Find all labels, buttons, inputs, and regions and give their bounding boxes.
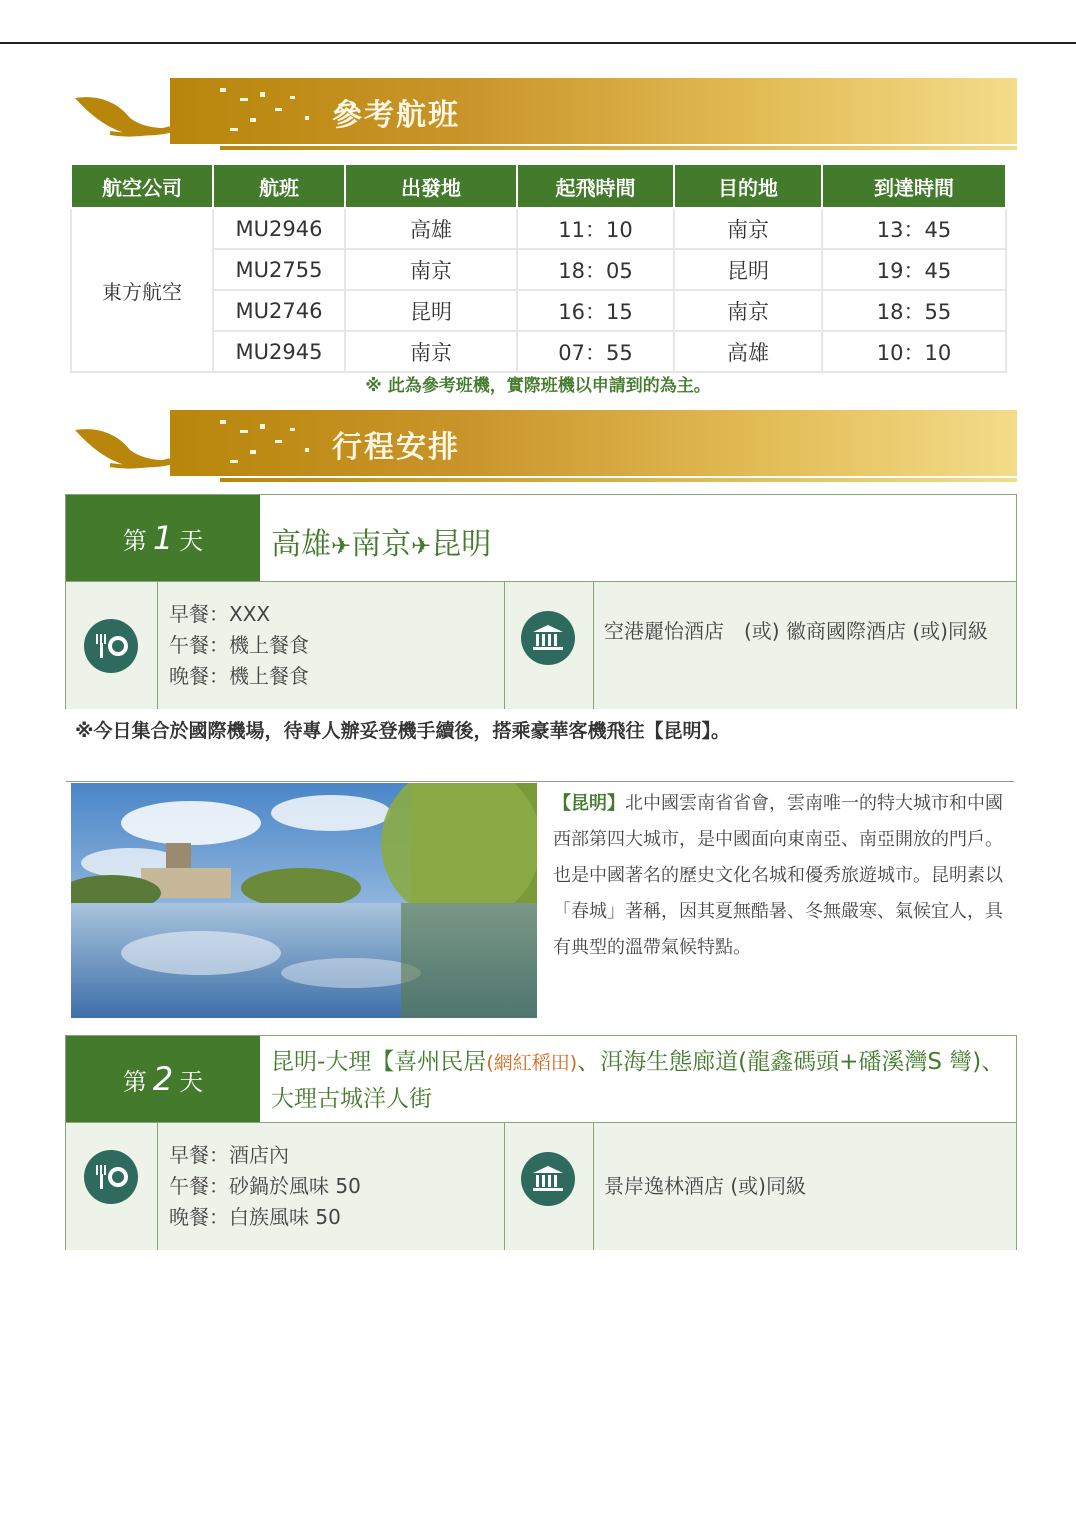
flight-cell: MU2746 <box>213 290 345 331</box>
day-suffix: 天 <box>179 526 204 555</box>
day1-details <box>66 581 1016 709</box>
kunming-lake-photo <box>71 783 537 1018</box>
dinner-text: 晚餐：機上餐食 <box>169 664 309 688</box>
flight-cell: MU2946 <box>213 208 345 249</box>
itinerary-section-banner <box>70 410 1017 482</box>
meal-icon <box>84 1150 138 1204</box>
route-text: 、洱海生態廊道(龍鑫碼頭+磻溪灣S 彎)、大理古城洋人街 <box>271 1049 1005 1112</box>
header-dep: 起飛時間 <box>517 164 674 208</box>
dinner-text: 晚餐：白族風味 50 <box>169 1205 341 1229</box>
dep-cell: 18：05 <box>517 249 674 290</box>
day1-block <box>65 494 1017 709</box>
bird-logo-icon <box>70 78 370 150</box>
arr-cell: 19：45 <box>822 249 1006 290</box>
day-prefix: 第 <box>122 526 147 555</box>
hotel-icon <box>521 1152 575 1206</box>
table-row <box>71 208 1006 249</box>
lunch-text: 午餐：機上餐食 <box>169 633 309 657</box>
day1-label <box>66 495 260 581</box>
arr-cell: 13：45 <box>822 208 1006 249</box>
flights-section-banner <box>70 78 1017 150</box>
day2-label <box>66 1036 260 1122</box>
dep-cell: 07：55 <box>517 331 674 372</box>
day2-meals <box>169 1140 361 1233</box>
day1-route <box>271 519 491 563</box>
flight-cell: MU2755 <box>213 249 345 290</box>
lunch-text: 午餐：砂鍋於風味 50 <box>169 1174 361 1198</box>
from-cell: 南京 <box>345 331 517 372</box>
dep-cell: 11：10 <box>517 208 674 249</box>
day2-details <box>66 1122 1016 1250</box>
itinerary-section-title: 行程安排 <box>332 430 460 465</box>
header-airline: 航空公司 <box>71 164 213 208</box>
breakfast-text: 早餐：酒店內 <box>169 1143 289 1167</box>
day2-block <box>65 1035 1017 1250</box>
route-city: 南京 <box>351 527 412 562</box>
from-cell: 高雄 <box>345 208 517 249</box>
plane-icon: ✈ <box>331 532 352 560</box>
header-flight: 航班 <box>213 164 345 208</box>
kunming-description <box>553 786 1003 966</box>
meal-icon <box>84 619 138 673</box>
flight-cell: MU2945 <box>213 331 345 372</box>
table-header-row <box>71 164 1006 208</box>
day-number: 1 <box>152 519 174 557</box>
route-highlight: (網紅稻田) <box>486 1052 578 1074</box>
to-cell: 南京 <box>674 290 822 331</box>
to-cell: 高雄 <box>674 331 822 372</box>
day1-hotel: 空港麗怡酒店 (或) 徽商國際酒店 (或)同級 <box>604 619 988 643</box>
bird-logo-icon <box>70 410 370 482</box>
desc-text: 北中國雲南省省會，雲南唯一的特大城市和中國西部第四大城市，是中國面向東南亞、南亞開放的門戶。也是中國著名的歷史文化名城和優秀旅遊城市。昆明素以「春城」著稱，因其夏無酷暑、冬無嚴寒、氣候宜人，具有典型的溫帶氣候特點。 <box>553 793 1003 958</box>
airline-cell: 東方航空 <box>71 208 213 372</box>
header-from: 出發地 <box>345 164 517 208</box>
day-suffix: 天 <box>179 1067 204 1096</box>
desc-keyword: 【昆明】 <box>553 793 625 814</box>
hotel-icon <box>521 611 575 665</box>
from-cell: 南京 <box>345 249 517 290</box>
flights-section-title: 參考航班 <box>332 98 460 133</box>
arr-cell: 18：55 <box>822 290 1006 331</box>
day1-note: ※今日集合於國際機場，待專人辦妥登機手續後，搭乘豪華客機飛往【昆明】。 <box>75 720 730 742</box>
header-to: 目的地 <box>674 164 822 208</box>
day2-route <box>271 1044 1006 1117</box>
breakfast-text: 早餐：XXX <box>169 602 271 626</box>
to-cell: 南京 <box>674 208 822 249</box>
route-city: 昆明 <box>431 527 492 562</box>
flights-note: ※ 此為參考班機，實際班機以申請到的為主。 <box>365 376 711 396</box>
to-cell: 昆明 <box>674 249 822 290</box>
header-arr: 到達時間 <box>822 164 1006 208</box>
top-rule <box>0 42 1076 44</box>
dep-cell: 16：15 <box>517 290 674 331</box>
arr-cell: 10：10 <box>822 331 1006 372</box>
day2-hotel: 景岸逸林酒店 (或)同級 <box>604 1174 806 1198</box>
day-number: 2 <box>152 1060 174 1098</box>
route-city: 高雄 <box>271 527 331 562</box>
route-text: 昆明-大理【喜州民居 <box>271 1049 487 1075</box>
day-prefix: 第 <box>122 1067 147 1096</box>
day1-meals <box>169 599 309 692</box>
plane-icon: ✈ <box>411 532 432 560</box>
flights-table <box>70 163 1007 373</box>
divider <box>66 781 1014 782</box>
from-cell: 昆明 <box>345 290 517 331</box>
